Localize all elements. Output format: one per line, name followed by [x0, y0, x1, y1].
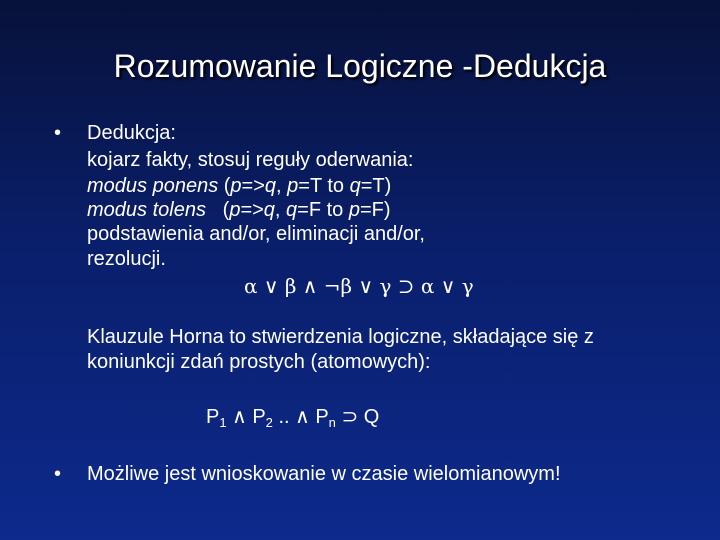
text-fragment: ,: [276, 175, 288, 197]
text-fragment: =F to: [297, 199, 349, 221]
horn-line-1: Klauzule Horna to stwierdzenia logiczne, składające się z: [87, 326, 594, 348]
bullet-marker-1: •: [54, 122, 62, 144]
var-q: q: [349, 175, 361, 197]
bullet-deduction-heading: Dedukcja:: [87, 122, 176, 144]
subscript: 1: [219, 415, 227, 430]
deduction-line-5: rezolucji.: [87, 248, 166, 270]
var-p: p: [348, 199, 360, 221]
var-q: q: [264, 175, 277, 197]
text-fragment: =T): [360, 175, 392, 197]
polynomial-inference-line: Możliwe jest wnioskowanie w czasie wielomianowym!: [87, 463, 561, 485]
modus-ponens-label: modus ponens: [87, 175, 219, 197]
text-fragment: ∧ P: [226, 406, 266, 428]
deduction-line-1: kojarz fakty, stosuj reguły oderwania:: [87, 149, 414, 171]
text-fragment: =>: [240, 199, 264, 221]
text-fragment: .. ∧ P: [272, 406, 329, 428]
var-p: p: [287, 175, 299, 197]
modus-tolens-label: modus tolens: [87, 199, 206, 221]
subscript: n: [328, 415, 336, 430]
bullet-marker-2: •: [54, 463, 62, 485]
text-fragment: ⊃ Q: [335, 406, 380, 428]
horn-formula: [206, 405, 379, 435]
subscript: 2: [265, 415, 273, 430]
resolution-formula: α ∨ β ∧ ¬β ∨ γ ⊃ α ∨ γ: [244, 274, 474, 298]
text-fragment: =F): [360, 199, 391, 221]
var-p: p: [230, 175, 242, 197]
var-q: q: [286, 199, 298, 221]
var-q: q: [263, 199, 275, 221]
modus-tolens-line: [87, 198, 391, 222]
text-fragment: (: [205, 199, 230, 221]
horn-line-2: koniunkcji zdań prostych (atomowych):: [87, 351, 431, 373]
text-fragment: =T to: [298, 175, 350, 197]
deduction-line-4: podstawienia and/or, eliminacji and/or,: [87, 223, 425, 245]
text-fragment: ,: [274, 199, 287, 221]
modus-ponens-line: [87, 174, 391, 198]
text-fragment: P: [206, 406, 220, 428]
slide-title: Rozumowanie Logiczne -Dedukcja: [113, 48, 607, 84]
var-p: p: [229, 199, 241, 221]
text-fragment: (: [218, 175, 231, 197]
text-fragment: =>: [241, 175, 265, 197]
